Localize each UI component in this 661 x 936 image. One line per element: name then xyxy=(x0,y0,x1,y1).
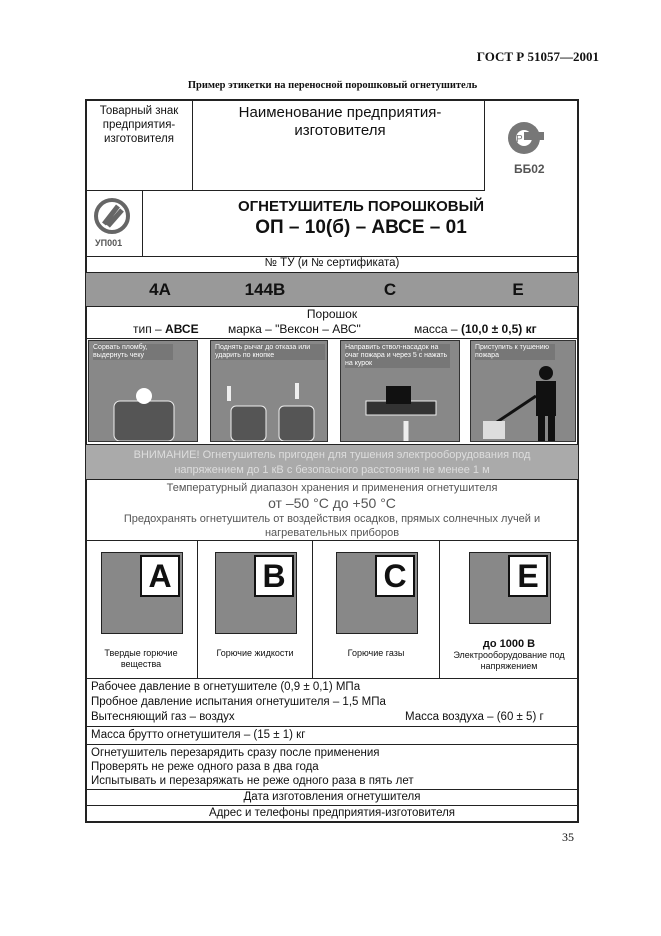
rating-a: 4A xyxy=(149,280,171,299)
warning-text: ВНИМАНИЕ! Огнетушитель пригоден для тушения электрооборудования под напряжением до 1 кВ с безопасного расстояния не менее 1 м xyxy=(86,444,578,480)
temp-range: от –50 °С до +50 °С xyxy=(268,495,396,511)
fire-class-a: A Твердые горючие вещества xyxy=(85,540,198,678)
page-number: 35 xyxy=(562,830,574,844)
svg-text:Р: Р xyxy=(516,134,523,145)
certification-mark-icon xyxy=(506,118,546,158)
step-2-pictogram: Поднять рычаг до отказа или ударить по кнопке xyxy=(210,340,328,442)
powder-brand: марка – "Вексон – АВС" xyxy=(228,322,361,336)
fire-class-c: C Горючие газы xyxy=(313,540,440,678)
step-1-pictogram: Сорвать пломбу, выдернуть чеку xyxy=(88,340,198,442)
product-model: ОП – 10(б) – АВСЕ – 01 xyxy=(255,217,467,238)
protect-text: Предохранять огнетушитель от воздействия осадков, прямых солнечных лучей и нагревательных приборов xyxy=(123,513,541,539)
address: Адрес и телефоны предприятия-изготовителя xyxy=(208,807,456,819)
company-name: Наименование предприятия-изготовителя xyxy=(238,104,442,139)
gross-mass: Масса брутто огнетушителя – (15 ± 1) кг xyxy=(91,729,306,741)
test-pressure: Пробное давление испытания огнетушителя – 1,5 МПа xyxy=(91,696,386,708)
recharge-2: Проверять не реже одного раза в два года xyxy=(91,761,319,773)
powder-heading: Порошок xyxy=(306,307,358,321)
rating-e: E xyxy=(512,280,524,299)
working-pressure: Рабочее давление в огнетушителе (0,9 ± 0,1) МПа xyxy=(91,681,361,693)
caption: Пример этикетки на переносной порошковый огнетушитель xyxy=(187,80,478,91)
up-logo-icon xyxy=(94,198,130,239)
recharge-1: Огнетушитель перезарядить сразу после применения xyxy=(91,747,380,759)
step-4-pictogram: Приступить к тушению пожара xyxy=(470,340,576,442)
up-code: УП001 xyxy=(95,238,123,248)
gas: Вытесняющий газ – воздух xyxy=(91,711,235,723)
product-title: ОГНЕТУШИТЕЛЬ ПОРОШКОВЫЙ xyxy=(237,198,485,215)
step-3-pictogram: Направить ствол-насадок на очаг пожара и через 5 с нажать на курок xyxy=(340,340,460,442)
fire-class-b: B Горючие жидкости xyxy=(198,540,313,678)
tu-number: № ТУ (и № сертификата) xyxy=(264,257,400,269)
standard-number: ГОСТ Р 51057—2001 xyxy=(476,49,599,64)
manufacture-date: Дата изготовления огнетушителя xyxy=(243,791,421,803)
recharge-3: Испытывать и перезаряжать не реже одного раза в пять лет xyxy=(91,775,414,787)
rating-c: C xyxy=(383,280,397,299)
powder-type: тип – АВСЕ xyxy=(133,322,199,336)
temp-heading: Температурный диапазон хранения и применения огнетушителя xyxy=(166,482,498,494)
air-mass: Масса воздуха – (60 ± 5) г xyxy=(405,711,544,723)
trademark-text: Товарный знак предприятия-изготовителя xyxy=(99,105,179,145)
powder-mass: масса – (10,0 ± 0,5) кг xyxy=(414,322,537,336)
fire-class-e: E до 1000 В Электрооборудование под напряжением xyxy=(440,540,578,678)
rating-b: 144B xyxy=(244,280,286,299)
cert-code: ББ02 xyxy=(514,162,545,176)
